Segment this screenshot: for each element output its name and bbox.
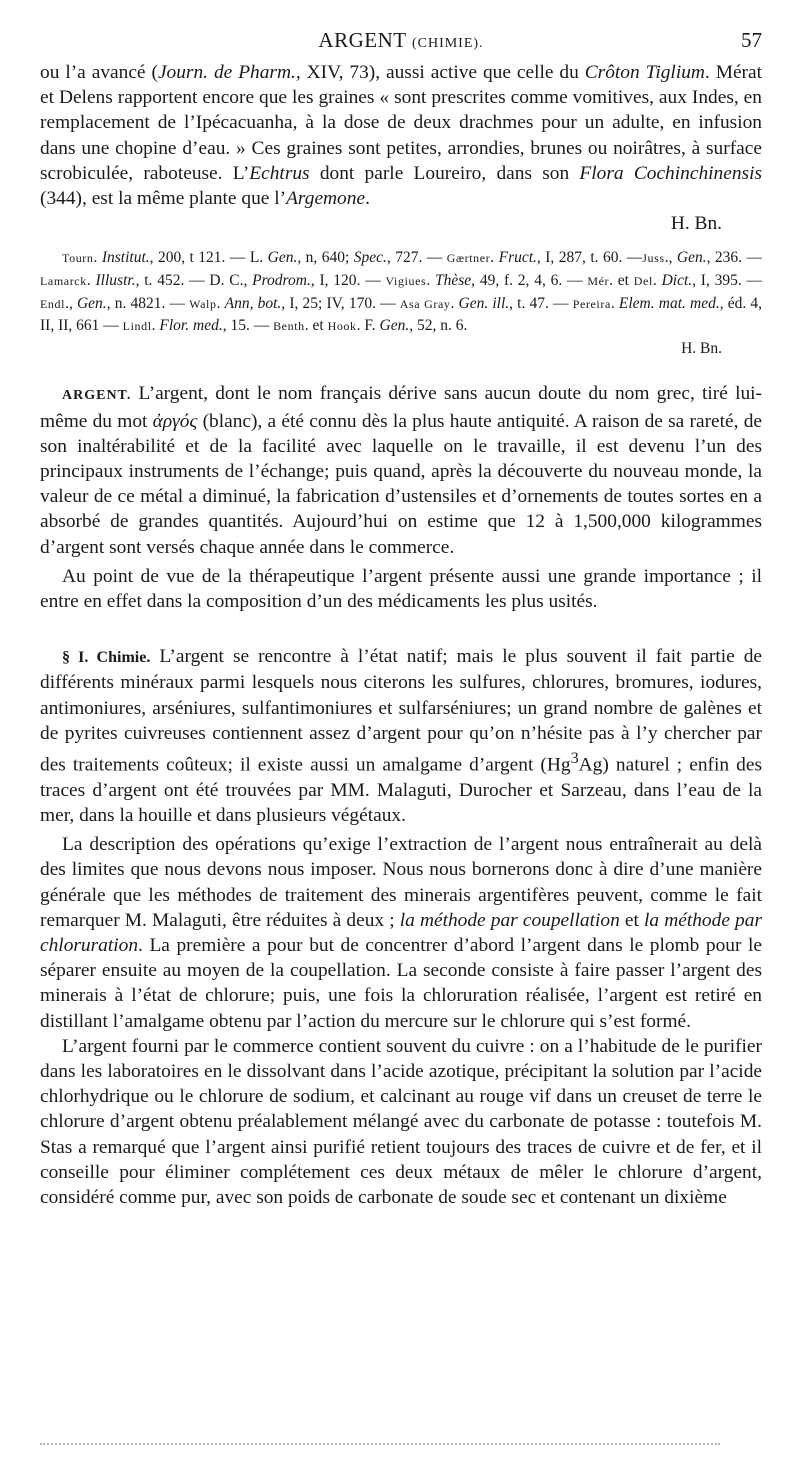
- bibliography: [40, 247, 762, 359]
- formula-superscript: 3: [570, 750, 579, 768]
- running-title-word: ARGENT: [318, 28, 407, 52]
- section-heading: Chimie.: [96, 649, 151, 667]
- author-signature: H. Bn.: [670, 213, 722, 235]
- signature-row: [40, 211, 762, 236]
- paragraph-therapeutique: Au point de vue de la thérapeutique l’argent présente aussi une grande importance ; il entre en effet dans la composition d’un des médicaments les plus usités.: [40, 565, 762, 613]
- page-number: 57: [741, 28, 762, 52]
- running-title-subject: (CHIMIE).: [411, 36, 484, 51]
- page: [40, 28, 762, 1210]
- paragraph-argent-intro: ARGENT. L’argent, dont le nom français dérive sans aucun doute du nom grec, tiré lui-même du mot ἀργός (blanc), a été connu dès la plus haute antiquité. A raison de sa rareté, de son inaltérabilité et de la facilité avec laquelle on le travaille, il est devenu l’un des principaux instruments de l’échange; puis quand, après la découverte du nouveau monde, la valeur de ce métal a diminué, la fabrication d’ustensiles et d’ornements de toutes sortes en a absorbé de grandes quantités. Aujourd’hui on estime que 12 à 1,500,000 kilogrammes d’argent sont versés chaque année dans le commerce.: [40, 383, 763, 558]
- entry-headword: ARGENT.: [62, 388, 132, 404]
- section-mark: § I.: [62, 649, 97, 667]
- bibliography-signature: H. Bn.: [681, 339, 722, 357]
- running-title: [40, 28, 762, 53]
- paragraph-croton: ou l’a avancé (Journ. de Pharm., XIV, 73), aussi active que celle du Crôton Tiglium. Mérat et Delens rapportent encore que les graines « sont prescrites comme vomitives, aux Indes, en remplacement de l’Ipécacuanha, à la dose de deux drachmes pour un adulte, en infusion dans une chopine d’eau. » Ces graines sont petites, arrondies, brunes ou noirâtres, à surface scrobiculée, raboteuse. L’Echtrus dont parle Loureiro, dans son Flora Cochinchinensis (344), est la même plante que l’Argemone.: [40, 62, 763, 210]
- paragraph-chimie: § I. Chimie. L’argent se rencontre à l’état natif; mais le plus souvent il fait partie de différents minéraux parmi lesquels nous citerons les sulfures, chlorures, bromures, iodures, antimoniures, arséniures, sulfantimoniures et sulfarséniures; un grand nombre de galènes et de pyrites cuivreuses contiennent assez d’argent pour qu’on n’hésite pas à l’y chercher par des traitements coûteux; il existe aussi un amalgame d’argent (Hg$^3$Ag) naturel ; enfin des traces d’argent ont été trouvées par MM. Malaguti, Durocher et Sarzeau, dans l’eau de la mer, dans la houille et dans plusieurs végétaux.: [40, 646, 762, 826]
- footer-dotted-rule: [40, 1443, 720, 1445]
- bibliography-signature-row: [40, 338, 762, 360]
- running-head: [40, 28, 762, 54]
- greek-word: ἀργός: [152, 410, 198, 432]
- bibliography-text: Tourn. Institut., 200, t 121. — L. Gen., n, 640; Spec., 727. — Gærtner. Fruct., I, 287, t. 60. —Juss., Gen., 236. —Lamarck. Illustr., t. 452. — D. C., Prodrom., I, 120. — Vigiues. Thèse, 49, f. 2, 4, 6. — Mér. et Del. Dict., I, 395. — Endl., Gen., n. 4821. — Walp. Ann, bot., I, 25; IV, 170. — Asa Gray. Gen. ill., t. 47. — Pereira. Elem. mat. med., éd. 4, II, II, 661 — Lindl. Flor. med., 15. — Benth. et Hook. F. Gen., 52, n. 6.: [40, 249, 763, 335]
- paragraph-purification: L’argent fourni par le commerce contient souvent du cuivre : on a l’habitude de le purifier dans les laboratoires en le dissolvant dans l’acide azotique, précipitant la solution par l’acide chlorhydrique ou le chlorure de sodium, et calcinant au rouge vif dans un creuset de terre le chlorure d’argent obtenu préalablement mélangé avec du carbonate de potasse : toutefois M. Stas a remarqué que l’argent ainsi purifié retient toujours des traces de cuivre et de fer, et il conseille pour éliminer complétement ces deux métaux de mêler le chlorure d’argent, considéré comme pur, avec son poids de carbonate de soude sec et contenant un dixième: [40, 1035, 762, 1208]
- paragraph-extraction: La description des opérations qu’exige l’extraction de l’argent nous entraînerait au delà des limites que nous devons nous imposer. Nous nous bornerons donc à dire d’une manière générale que les méthodes de traitement des minerais argentifères peuvent, comme le fait remarquer M. Malaguti, être réduites à deux ; la méthode par coupellation et la méthode par chloruration. La première a pour but de concentrer d’abord l’argent dans le plomb pour le séparer ensuite au moyen de la coupellation. La seconde consiste à faire passer l’argent des minerais à l’état de chlorure; puis, une fois la chloruration réalisée, l’argent est retiré en distillant l’amalgame obtenu par l’action du mercure sur le chlorure qui s’est formé.: [40, 834, 762, 1032]
